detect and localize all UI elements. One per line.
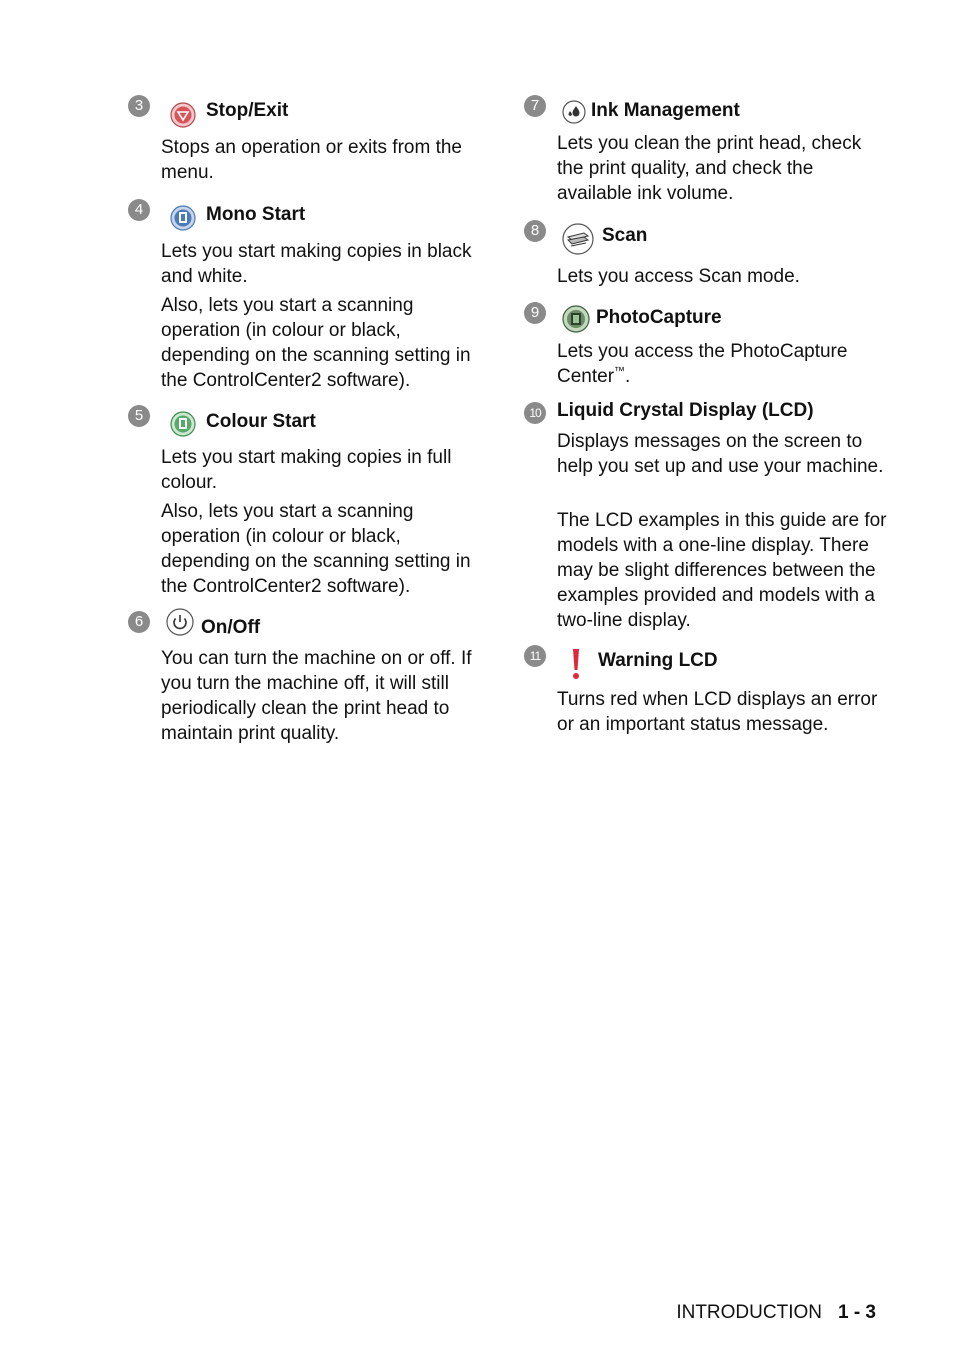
- scan-icon: [562, 223, 594, 255]
- entry-title: Liquid Crystal Display (LCD): [557, 400, 814, 421]
- callout-number: 9: [524, 302, 546, 324]
- trademark-symbol: ™: [614, 365, 626, 378]
- entry-description: Turns red when LCD displays an error or an important status message.: [557, 689, 878, 735]
- entry-description: You can turn the machine on or off. If you turn the machine off, it will still periodically clean the print head to maintain print quality.: [161, 648, 472, 744]
- callout-number: 5: [128, 405, 150, 427]
- callout-number: 3: [128, 95, 150, 117]
- page-number: 1 - 3: [837, 1302, 876, 1323]
- entry-description: Also, lets you start a scanning operation (in colour or black, depending on the scanning setting in the ControlCenter2 software).: [161, 295, 471, 391]
- entry-description: Lets you start making copies in black and white.: [161, 241, 472, 287]
- entry-title: On/Off: [201, 617, 261, 638]
- entry-title: Colour Start: [206, 411, 316, 432]
- entry-description: Lets you start making copies in full colour.: [161, 447, 452, 493]
- colour-start-icon: [170, 411, 196, 437]
- callout-number: 7: [524, 95, 546, 117]
- callout-number: 4: [128, 199, 150, 221]
- callout-number: 11: [524, 645, 546, 667]
- entry-title: PhotoCapture: [596, 307, 722, 328]
- entry-description: [557, 339, 887, 389]
- power-icon: [166, 608, 194, 636]
- callout-number: 8: [524, 220, 546, 242]
- callout-number: 6: [128, 611, 150, 633]
- callout-number: 10: [524, 402, 546, 424]
- page-footer: [676, 1301, 876, 1325]
- footer-section: INTRODUCTION: [676, 1302, 822, 1323]
- entry-title: Ink Management: [591, 100, 740, 121]
- entry-title: Scan: [602, 225, 648, 246]
- entry-title: Stop/Exit: [206, 100, 289, 121]
- mono-start-icon: [170, 205, 196, 231]
- stop-icon: [170, 102, 196, 128]
- ink-drop-icon: [562, 100, 586, 124]
- entry-description: Displays messages on the screen to help you set up and use your machine.: [557, 431, 884, 477]
- description-period: .: [625, 366, 631, 387]
- entry-description: Lets you clean the print head, check the print quality, and check the available ink volume.: [557, 133, 862, 204]
- warning-exclamation-icon: [568, 647, 584, 681]
- photocapture-icon: [562, 305, 590, 333]
- entry-description: Stops an operation or exits from the menu.: [161, 137, 462, 183]
- entry-description: Also, lets you start a scanning operation (in colour or black, depending on the scanning setting in the ControlCenter2 software).: [161, 501, 471, 597]
- entry-title: Mono Start: [206, 204, 306, 225]
- entry-description: The LCD examples in this guide are for models with a one-line display. There may be slight differences between the examples provided and models with a two-line display.: [557, 510, 887, 631]
- description-text: Lets you access the PhotoCapture Center: [557, 341, 848, 387]
- entry-description: Lets you access Scan mode.: [557, 266, 800, 287]
- entry-title: Warning LCD: [598, 650, 718, 671]
